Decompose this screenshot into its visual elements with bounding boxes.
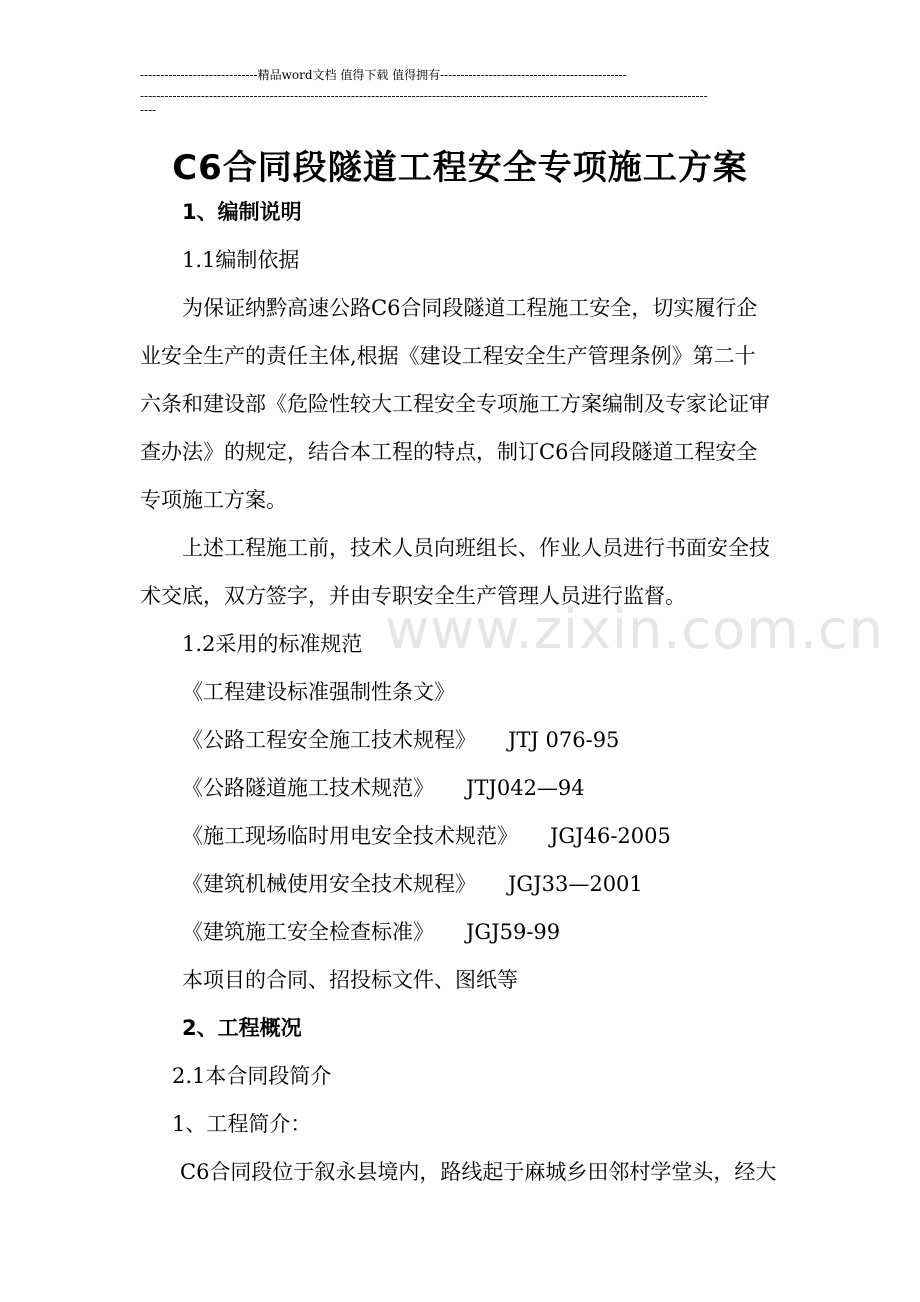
standard-name: 《公路工程安全施工技术规程》 (182, 728, 476, 752)
section-2-heading: 2、工程概况 (182, 1016, 302, 1040)
paragraph-line: 术交底，双方签字，并由专职安全生产管理人员进行监督。 (140, 584, 686, 608)
standard-code: JGJ59-99 (466, 920, 561, 944)
paragraph-line: 为保证纳黔高速公路C6合同段隧道工程施工安全，切实履行企 (182, 296, 758, 320)
subsection-1-1: 1.1编制依据 (182, 248, 300, 272)
standard-code: JGJ33—2001 (508, 872, 643, 896)
paragraph-line: 专项施工方案。 (140, 488, 287, 512)
watermark: www.zixin.com.cn (385, 598, 884, 661)
section-1-heading: 1、编制说明 (182, 200, 302, 224)
standard-code: JTJ042—94 (466, 776, 585, 800)
standard-name: 《公路隧道施工技术规范》 (182, 776, 434, 800)
page-header-rule: -------------------------------------------------------------------------------------------------------------------------------------------- (140, 89, 708, 103)
subsection-2-1: 2.1本合同段简介 (172, 1064, 332, 1088)
paragraph-line: 业安全生产的责任主体,根据《建设工程安全生产管理条例》第二十 (140, 344, 756, 368)
standard-name: 《建筑施工安全检查标准》 (182, 920, 434, 944)
standard-name: 《施工现场临时用电安全技术规范》 (182, 824, 518, 848)
standard-code: JGJ46-2005 (550, 824, 671, 848)
paragraph-line: C6合同段位于叙永县境内，路线起于麻城乡田邻村学堂头，经大 (180, 1160, 777, 1184)
page-header-rule-tail: ---- (140, 103, 157, 117)
paragraph-line: 六条和建设部《危险性较大工程安全专项施工方案编制及专家论证审 (140, 392, 770, 416)
item-heading: 1、工程简介： (172, 1112, 312, 1136)
standard-name: 《工程建设标准强制性条文》 (182, 680, 455, 704)
page-header-line: -----------------------------精品word文档 值得下载 值得拥有---------------------------------------------- (140, 68, 627, 82)
paragraph-line: 查办法》的规定，结合本工程的特点，制订C6合同段隧道工程安全 (140, 440, 758, 464)
misc-documents-line: 本项目的合同、招投标文件、图纸等 (182, 968, 518, 992)
paragraph-line: 上述工程施工前，技术人员向班组长、作业人员进行书面安全技 (182, 536, 770, 560)
standard-name: 《建筑机械使用安全技术规程》 (182, 872, 476, 896)
document-title: C6合同段隧道工程安全专项施工方案 (172, 148, 748, 188)
standard-code: JTJ 076-95 (508, 728, 620, 752)
subsection-1-2: 1.2采用的标准规范 (182, 632, 363, 656)
